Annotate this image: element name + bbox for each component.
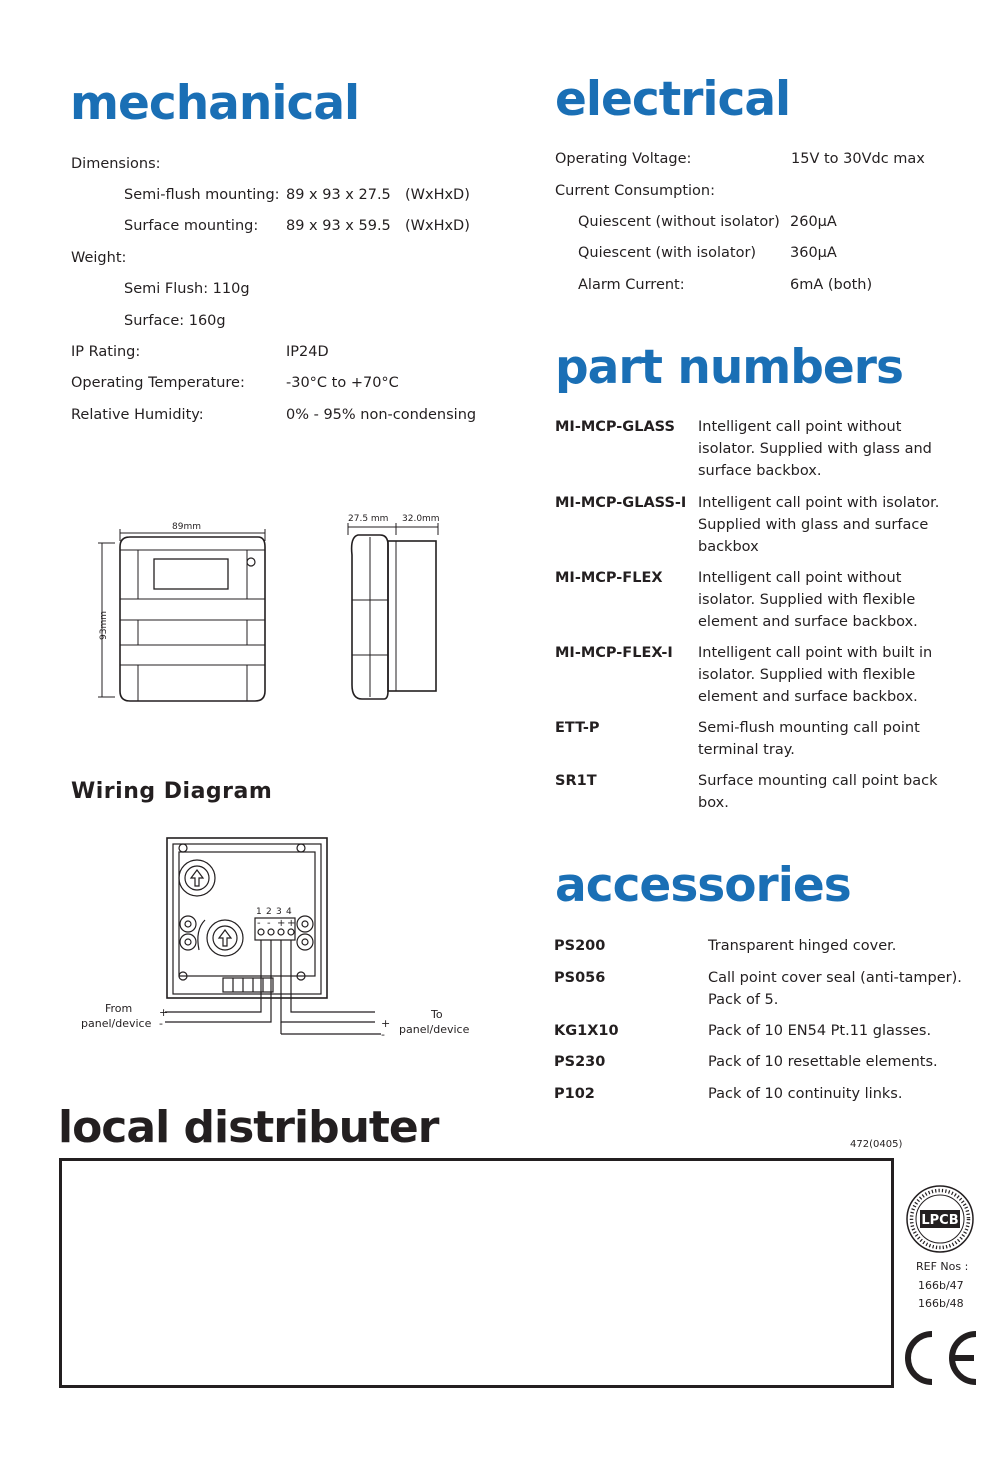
accessory-code: P102 (554, 1086, 595, 1102)
part-code: MI-MCP-FLEX (555, 570, 663, 586)
spec-label: Quiescent (without isolator) (578, 214, 780, 230)
spec-value: -30°C to +70°C (286, 375, 399, 391)
lpcb-seal-icon (904, 1183, 976, 1255)
part-description: Intelligent call point without isolator. Supplied with flexible element and surface backbox. (698, 570, 918, 630)
spec-label: Dimensions: (71, 156, 161, 172)
depth-dimension-label: 27.5 mm (348, 514, 389, 524)
width-dimension-label: 89mm (172, 522, 201, 532)
from-label: panel/device (81, 1017, 152, 1030)
spec-label: Relative Humidity: (71, 407, 204, 423)
mechanical-heading: mechanical (70, 76, 360, 131)
ref-label: REF Nos : (916, 1260, 969, 1273)
from-label: From (105, 1002, 133, 1015)
part-numbers-heading: part numbers (555, 340, 903, 395)
to-label: panel/device (399, 1023, 470, 1036)
spec-label: IP Rating: (71, 344, 141, 360)
spec-value: 260μA (790, 214, 837, 230)
dimension-drawing (90, 505, 460, 715)
part-code: MI-MCP-GLASS (555, 419, 675, 435)
part-description: Intelligent call point with built in isolator. Supplied with flexible element and surface backbox. (698, 645, 933, 705)
part-code: MI-MCP-FLEX-I (555, 645, 673, 661)
electrical-heading: electrical (555, 72, 791, 127)
accessory-description: Pack of 10 resettable elements. (708, 1054, 938, 1070)
spec-label: Quiescent (with isolator) (578, 245, 757, 261)
terminal-sign: - (267, 918, 271, 929)
terminal-sign: + (287, 918, 296, 929)
spec-label: Operating Temperature: (71, 375, 245, 391)
part-description: Intelligent call point without isolator. Supplied with glass and surface backbox. (698, 419, 932, 479)
part-code: SR1T (555, 773, 597, 789)
accessory-description: Pack of 10 continuity links. (708, 1086, 903, 1102)
part-description: Surface mounting call point back box. (698, 773, 938, 811)
ce-mark-icon (898, 1328, 982, 1388)
ref-number: 166b/47 (918, 1279, 964, 1292)
part-description: Intelligent call point with isolator. Supplied with glass and surface backbox (698, 495, 940, 555)
spec-value: 0% - 95% non-condensing (286, 407, 477, 423)
spec-label: Semi Flush: 110g (124, 281, 250, 297)
terminal-number: 2 (266, 907, 272, 917)
to-label: To (431, 1008, 443, 1021)
terminal-number: 1 (256, 907, 262, 917)
to-plus: + (381, 1017, 391, 1030)
spec-label: Semi-flush mounting: (124, 187, 280, 203)
spec-value: IP24D (286, 344, 329, 360)
accessory-description: Pack of 10 EN54 Pt.11 glasses. (708, 1023, 932, 1039)
spec-label: Weight: (71, 250, 127, 266)
spec-label: Alarm Current: (578, 277, 685, 293)
wiring-diagram (75, 830, 485, 1045)
terminal-sign: - (257, 918, 261, 929)
terminal-number: 4 (286, 907, 292, 917)
spec-label: Current Consumption: (555, 183, 715, 199)
spec-value: 89 x 93 x 27.5 (286, 187, 391, 203)
wiring-diagram-heading: Wiring Diagram (71, 779, 273, 804)
spec-label: Operating Voltage: (555, 151, 692, 167)
to-minus: - (381, 1028, 385, 1041)
accessory-code: KG1X10 (554, 1023, 619, 1039)
distributer-box (59, 1158, 894, 1388)
height-dimension-label: 93mm (99, 611, 109, 640)
accessory-description: Call point cover seal (anti-tamper). Pack of 5. (708, 970, 962, 1008)
accessory-code: PS056 (554, 970, 606, 986)
ref-number: 166b/48 (918, 1297, 964, 1310)
from-plus: + (159, 1006, 169, 1019)
accessory-code: PS230 (554, 1054, 606, 1070)
document-code: 472(0405) (850, 1139, 903, 1150)
accessories-heading: accessories (555, 858, 851, 913)
accessory-description: Transparent hinged cover. (708, 938, 897, 954)
part-code: ETT-P (555, 720, 600, 736)
part-description: Semi-flush mounting call point terminal tray. (698, 720, 920, 758)
spec-unit: (WxHxD) (405, 218, 470, 234)
from-minus: - (159, 1017, 163, 1030)
spec-value: 15V to 30Vdc max (791, 151, 925, 167)
local-distributer-heading: local distributer (58, 1102, 439, 1153)
spec-label: Surface: 160g (124, 313, 226, 329)
spec-value: 6mA (both) (790, 277, 873, 293)
spec-label: Surface mounting: (124, 218, 259, 234)
terminal-sign: + (277, 918, 286, 929)
part-code: MI-MCP-GLASS-I (555, 495, 687, 511)
spec-value: 360μA (790, 245, 837, 261)
terminal-number: 3 (276, 907, 282, 917)
accessory-code: PS200 (554, 938, 606, 954)
depth-dimension-label: 32.0mm (402, 514, 440, 524)
spec-value: 89 x 93 x 59.5 (286, 218, 391, 234)
lpcb-text: LPCB (921, 1213, 959, 1228)
spec-unit: (WxHxD) (405, 187, 470, 203)
